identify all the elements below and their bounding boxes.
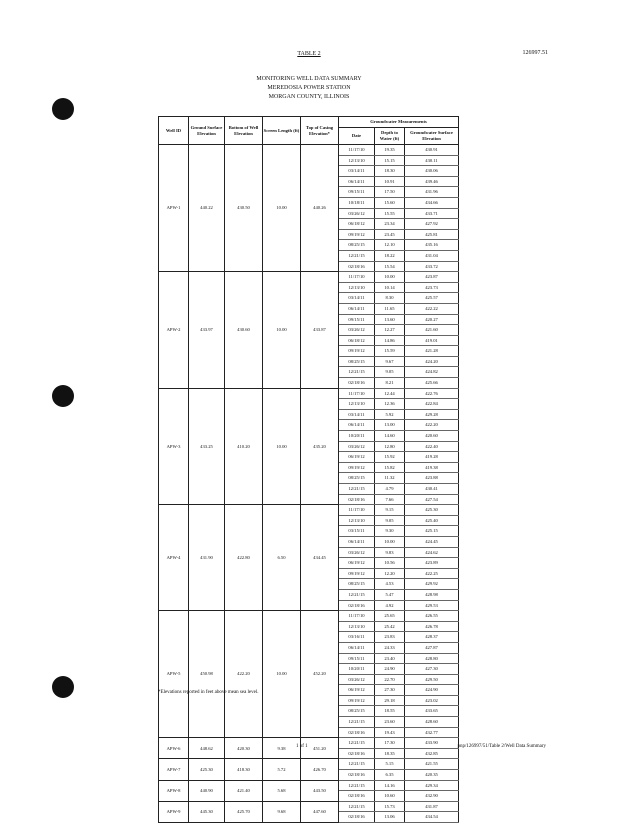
table-row: [159, 801, 459, 812]
col-date: Date: [339, 128, 375, 145]
gw-elev-cell: 425.30: [405, 505, 459, 516]
document-title: [0, 50, 618, 102]
bottom-elev-cell: 422.80: [225, 505, 263, 611]
depth-cell: 13.00: [375, 420, 405, 431]
depth-cell: 14.16: [375, 780, 405, 791]
depth-cell: 17.50: [375, 187, 405, 198]
gw-elev-cell: 419.28: [405, 452, 459, 463]
ground-elev-cell: 425.30: [189, 759, 225, 780]
toc-elev-cell: 451.20: [301, 738, 339, 759]
toc-elev-cell: 426.70: [301, 759, 339, 780]
title-line-2: MEREDOSIA POWER STATION: [267, 85, 351, 91]
depth-cell: 4.92: [375, 600, 405, 611]
depth-cell: 19.35: [375, 145, 405, 156]
gw-elev-cell: 424.45: [405, 536, 459, 547]
date-cell: 11/17/10: [339, 145, 375, 156]
date-cell: 02/18/16: [339, 378, 375, 389]
well-data-table: [158, 116, 459, 823]
date-cell: 09/15/11: [339, 314, 375, 325]
depth-cell: 23.40: [375, 653, 405, 664]
date-cell: 06/19/12: [339, 685, 375, 696]
depth-cell: 15.55: [375, 208, 405, 219]
gw-elev-cell: 433.90: [405, 738, 459, 749]
depth-cell: 18.22: [375, 250, 405, 261]
depth-cell: 13.60: [375, 314, 405, 325]
table-body: [159, 145, 459, 823]
depth-cell: 18.35: [375, 748, 405, 759]
gw-elev-cell: 434.66: [405, 197, 459, 208]
gw-elev-cell: 430.11: [405, 155, 459, 166]
gw-elev-cell: 435.16: [405, 240, 459, 251]
depth-cell: 15.60: [375, 197, 405, 208]
toc-elev-cell: 435.20: [301, 388, 339, 505]
date-cell: 02/18/16: [339, 748, 375, 759]
depth-cell: 12.44: [375, 388, 405, 399]
screen-length-cell: 10.00: [263, 272, 301, 389]
gw-elev-cell: 425.57: [405, 293, 459, 304]
ground-elev-cell: 450.98: [189, 611, 225, 738]
gw-elev-cell: 425.81: [405, 229, 459, 240]
date-cell: 06/19/12: [339, 452, 375, 463]
gw-elev-cell: 439.46: [405, 176, 459, 187]
gw-elev-cell: 423.88: [405, 473, 459, 484]
date-cell: 06/18/12: [339, 335, 375, 346]
gw-elev-cell: 422.84: [405, 399, 459, 410]
date-cell: 03/26/12: [339, 547, 375, 558]
depth-cell: 10.91: [375, 176, 405, 187]
screen-length-cell: 6.50: [263, 505, 301, 611]
date-cell: 12/13/10: [339, 282, 375, 293]
gw-elev-cell: 423.02: [405, 695, 459, 706]
toc-elev-cell: 452.20: [301, 611, 339, 738]
gw-elev-cell: 420.27: [405, 314, 459, 325]
depth-cell: 15.92: [375, 452, 405, 463]
date-cell: 08/25/15: [339, 240, 375, 251]
ground-elev-cell: 433.25: [189, 388, 225, 505]
date-cell: 03/15/11: [339, 526, 375, 537]
date-cell: 08/25/15: [339, 706, 375, 717]
depth-cell: 15.15: [375, 155, 405, 166]
gw-elev-cell: 429.92: [405, 579, 459, 590]
date-cell: 12/21/15: [339, 367, 375, 378]
bottom-elev-cell: 430.50: [225, 145, 263, 272]
date-cell: 06/14/11: [339, 176, 375, 187]
date-cell: 12/13/10: [339, 155, 375, 166]
date-cell: 03/26/12: [339, 441, 375, 452]
gw-elev-cell: 420.60: [405, 431, 459, 442]
gw-elev-cell: 431.96: [405, 187, 459, 198]
depth-cell: 13.06: [375, 812, 405, 823]
col-bottom-elev: Bottom of Well Elevation: [225, 117, 263, 145]
date-cell: 02/18/16: [339, 791, 375, 802]
ground-elev-cell: 433.97: [189, 272, 225, 389]
col-well-id: Well ID: [159, 117, 189, 145]
gw-elev-cell: 432.77: [405, 727, 459, 738]
gw-elev-cell: 427.54: [405, 494, 459, 505]
depth-cell: 17.30: [375, 738, 405, 749]
date-cell: 06/18/12: [339, 219, 375, 230]
gw-elev-cell: 427.30: [405, 664, 459, 675]
date-cell: 08/25/15: [339, 473, 375, 484]
gw-elev-cell: 430.91: [405, 145, 459, 156]
depth-cell: 18.55: [375, 706, 405, 717]
toc-elev-cell: 443.50: [301, 780, 339, 801]
date-cell: 10/20/11: [339, 664, 375, 675]
gw-elev-cell: 424.82: [405, 367, 459, 378]
gw-elev-cell: 425.40: [405, 515, 459, 526]
depth-cell: 10.56: [375, 558, 405, 569]
depth-cell: 15.59: [375, 346, 405, 357]
ground-elev-cell: 448.62: [189, 738, 225, 759]
depth-cell: 9.83: [375, 547, 405, 558]
date-cell: 03/14/11: [339, 166, 375, 177]
gw-elev-cell: 422.40: [405, 441, 459, 452]
gw-elev-cell: 422.22: [405, 303, 459, 314]
date-cell: 11/17/10: [339, 388, 375, 399]
title-line-1: MONITORING WELL DATA SUMMARY: [256, 76, 362, 82]
depth-cell: 9.30: [375, 526, 405, 537]
depth-cell: 10.00: [375, 536, 405, 547]
gw-elev-cell: 422.76: [405, 388, 459, 399]
depth-cell: 24.33: [375, 642, 405, 653]
depth-cell: 6.35: [375, 770, 405, 781]
bottom-elev-cell: 425.70: [225, 801, 263, 822]
depth-cell: 15.73: [375, 801, 405, 812]
screen-length-cell: 10.00: [263, 145, 301, 272]
date-cell: 03/26/12: [339, 208, 375, 219]
date-cell: 12/13/10: [339, 621, 375, 632]
ground-elev-cell: 440.90: [189, 780, 225, 801]
screen-length-cell: 10.00: [263, 611, 301, 738]
gw-elev-cell: 424.62: [405, 547, 459, 558]
gw-elev-cell: 423.87: [405, 272, 459, 283]
col-depth: Depth to Water (ft): [375, 128, 405, 145]
col-ground-elev: Ground Surface Elevation: [189, 117, 225, 145]
gw-elev-cell: 424.90: [405, 685, 459, 696]
toc-elev-cell: 433.87: [301, 272, 339, 389]
date-cell: 12/21/15: [339, 589, 375, 600]
ground-elev-cell: 440.22: [189, 145, 225, 272]
depth-cell: 15.54: [375, 261, 405, 272]
bottom-elev-cell: 410.20: [225, 388, 263, 505]
gw-elev-cell: 425.15: [405, 526, 459, 537]
gw-elev-cell: 433.71: [405, 208, 459, 219]
table-label: TABLE 2: [297, 51, 321, 57]
col-gw-elev: Groundwater Surface Elevation: [405, 128, 459, 145]
date-cell: 02/18/16: [339, 727, 375, 738]
depth-cell: 22.70: [375, 674, 405, 685]
gw-elev-cell: 433.65: [405, 706, 459, 717]
col-gw-group: Groundwater Measurements: [339, 117, 459, 128]
bottom-elev-cell: 430.60: [225, 272, 263, 389]
date-cell: 06/14/11: [339, 536, 375, 547]
date-cell: 12/21/15: [339, 801, 375, 812]
gw-elev-cell: 428.80: [405, 653, 459, 664]
bottom-elev-cell: 421.40: [225, 780, 263, 801]
date-cell: 08/25/15: [339, 356, 375, 367]
file-path: pnp/126997/51/Table 2/Well Data Summary: [457, 744, 546, 749]
date-cell: 06/14/11: [339, 642, 375, 653]
gw-elev-cell: 425.66: [405, 378, 459, 389]
table-row: [159, 145, 459, 156]
well-id-cell: APW-8: [159, 780, 189, 801]
gw-elev-cell: 428.60: [405, 717, 459, 728]
screen-length-cell: 9.68: [263, 801, 301, 822]
depth-cell: 23.45: [375, 229, 405, 240]
date-cell: 02/18/16: [339, 261, 375, 272]
bottom-elev-cell: 420.30: [225, 738, 263, 759]
gw-elev-cell: 422.25: [405, 568, 459, 579]
gw-elev-cell: 429.50: [405, 674, 459, 685]
gw-elev-cell: 429.34: [405, 780, 459, 791]
date-cell: 06/14/11: [339, 420, 375, 431]
well-id-cell: APW-2: [159, 272, 189, 389]
depth-cell: 12.10: [375, 240, 405, 251]
depth-cell: 4.79: [375, 484, 405, 495]
depth-cell: 9.15: [375, 505, 405, 516]
depth-cell: 19.43: [375, 727, 405, 738]
col-toc-elev: Top of Casing Elevation*: [301, 117, 339, 145]
depth-cell: 29.18: [375, 695, 405, 706]
date-cell: 06/19/12: [339, 558, 375, 569]
date-cell: 11/17/10: [339, 505, 375, 516]
date-cell: 11/17/10: [339, 611, 375, 622]
depth-cell: 9.05: [375, 515, 405, 526]
table-row: [159, 780, 459, 791]
depth-cell: 5.47: [375, 589, 405, 600]
date-cell: 03/14/11: [339, 293, 375, 304]
gw-elev-cell: 433.72: [405, 261, 459, 272]
depth-cell: 25.65: [375, 611, 405, 622]
depth-cell: 5.92: [375, 409, 405, 420]
depth-cell: 10.00: [375, 272, 405, 283]
page-number: 1 of 1: [296, 744, 308, 749]
date-cell: 03/16/11: [339, 632, 375, 643]
date-cell: 10/20/11: [339, 431, 375, 442]
well-id-cell: APW-9: [159, 801, 189, 822]
well-id-cell: APW-3: [159, 388, 189, 505]
toc-elev-cell: 447.60: [301, 801, 339, 822]
gw-elev-cell: 419.01: [405, 335, 459, 346]
depth-cell: 11.32: [375, 473, 405, 484]
depth-cell: 23.34: [375, 219, 405, 230]
well-id-cell: APW-4: [159, 505, 189, 611]
depth-cell: 12.36: [375, 399, 405, 410]
date-cell: 09/15/11: [339, 653, 375, 664]
date-cell: 11/17/10: [339, 272, 375, 283]
depth-cell: 14.60: [375, 431, 405, 442]
table-row: [159, 388, 459, 399]
gw-elev-cell: 419.38: [405, 462, 459, 473]
date-cell: 03/26/12: [339, 674, 375, 685]
gw-elev-cell: 424.20: [405, 356, 459, 367]
col-screen-length: Screen Length (ft): [263, 117, 301, 145]
gw-elev-cell: 426.78: [405, 621, 459, 632]
gw-elev-cell: 429.28: [405, 409, 459, 420]
ground-elev-cell: 445.30: [189, 801, 225, 822]
depth-cell: 10.14: [375, 282, 405, 293]
depth-cell: 12.80: [375, 441, 405, 452]
date-cell: 06/14/11: [339, 303, 375, 314]
well-id-cell: APW-1: [159, 145, 189, 272]
date-cell: 09/19/12: [339, 346, 375, 357]
depth-cell: 11.65: [375, 303, 405, 314]
bottom-elev-cell: 418.30: [225, 759, 263, 780]
depth-cell: 8.30: [375, 293, 405, 304]
date-cell: 02/18/16: [339, 812, 375, 823]
depth-cell: 18.30: [375, 166, 405, 177]
toc-elev-cell: 440.26: [301, 145, 339, 272]
well-id-cell: APW-7: [159, 759, 189, 780]
gw-elev-cell: 434.54: [405, 812, 459, 823]
table-row: [159, 759, 459, 770]
depth-cell: 5.15: [375, 759, 405, 770]
table-row: [159, 272, 459, 283]
binder-hole-2: [52, 385, 74, 407]
depth-cell: 24.90: [375, 664, 405, 675]
toc-elev-cell: 434.45: [301, 505, 339, 611]
title-line-3: MORGAN COUNTY, ILLINOIS: [268, 94, 350, 100]
gw-elev-cell: 431.04: [405, 250, 459, 261]
ground-elev-cell: 431.90: [189, 505, 225, 611]
gw-elev-cell: 426.55: [405, 611, 459, 622]
gw-elev-cell: 422.20: [405, 420, 459, 431]
table-row: [159, 738, 459, 749]
depth-cell: 8.21: [375, 378, 405, 389]
gw-elev-cell: 429.53: [405, 600, 459, 611]
date-cell: 12/21/15: [339, 759, 375, 770]
depth-cell: 9.05: [375, 367, 405, 378]
gw-elev-cell: 423.73: [405, 282, 459, 293]
date-cell: 09/19/12: [339, 462, 375, 473]
date-cell: 02/18/16: [339, 770, 375, 781]
date-cell: 12/13/10: [339, 399, 375, 410]
gw-elev-cell: 432.85: [405, 748, 459, 759]
depth-cell: 27.30: [375, 685, 405, 696]
date-cell: 12/21/15: [339, 717, 375, 728]
well-id-cell: APW-6: [159, 738, 189, 759]
date-cell: 09/15/11: [339, 187, 375, 198]
date-cell: 03/14/11: [339, 409, 375, 420]
date-cell: 02/18/16: [339, 600, 375, 611]
depth-cell: 25.42: [375, 621, 405, 632]
date-cell: 08/25/15: [339, 579, 375, 590]
gw-elev-cell: 423.89: [405, 558, 459, 569]
gw-elev-cell: 421.55: [405, 759, 459, 770]
gw-elev-cell: 427.87: [405, 642, 459, 653]
date-cell: 09/19/12: [339, 568, 375, 579]
date-cell: 02/18/16: [339, 494, 375, 505]
screen-length-cell: 5.72: [263, 759, 301, 780]
gw-elev-cell: 430.06: [405, 166, 459, 177]
depth-cell: 15.82: [375, 462, 405, 473]
depth-cell: 4.53: [375, 579, 405, 590]
depth-cell: 12.27: [375, 325, 405, 336]
bottom-elev-cell: 422.20: [225, 611, 263, 738]
screen-length-cell: 9.38: [263, 738, 301, 759]
date-cell: 12/21/15: [339, 780, 375, 791]
depth-cell: 23.83: [375, 632, 405, 643]
date-cell: 12/21/15: [339, 738, 375, 749]
table-row: [159, 611, 459, 622]
project-number: 126997.51: [522, 50, 548, 56]
date-cell: 09/19/12: [339, 695, 375, 706]
date-cell: 12/13/10: [339, 515, 375, 526]
gw-elev-cell: 427.92: [405, 219, 459, 230]
footnote: *Elevations reported in feet above mean sea level.: [158, 690, 259, 695]
gw-elev-cell: 421.60: [405, 325, 459, 336]
date-cell: 12/21/15: [339, 250, 375, 261]
date-cell: 03/26/12: [339, 325, 375, 336]
depth-cell: 9.67: [375, 356, 405, 367]
date-cell: 12/21/15: [339, 484, 375, 495]
gw-elev-cell: 420.35: [405, 770, 459, 781]
depth-cell: 7.66: [375, 494, 405, 505]
table-row: [159, 505, 459, 516]
depth-cell: 12.20: [375, 568, 405, 579]
screen-length-cell: 5.68: [263, 780, 301, 801]
depth-cell: 23.60: [375, 717, 405, 728]
gw-elev-cell: 431.87: [405, 801, 459, 812]
depth-cell: 10.60: [375, 791, 405, 802]
gw-elev-cell: 432.90: [405, 791, 459, 802]
date-cell: 09/19/12: [339, 229, 375, 240]
depth-cell: 14.86: [375, 335, 405, 346]
date-cell: 10/18/11: [339, 197, 375, 208]
gw-elev-cell: 428.37: [405, 632, 459, 643]
screen-length-cell: 10.00: [263, 388, 301, 505]
well-id-cell: APW-5: [159, 611, 189, 738]
binder-hole-3: [52, 676, 74, 698]
gw-elev-cell: 421.28: [405, 346, 459, 357]
gw-elev-cell: 430.41: [405, 484, 459, 495]
gw-elev-cell: 428.98: [405, 589, 459, 600]
